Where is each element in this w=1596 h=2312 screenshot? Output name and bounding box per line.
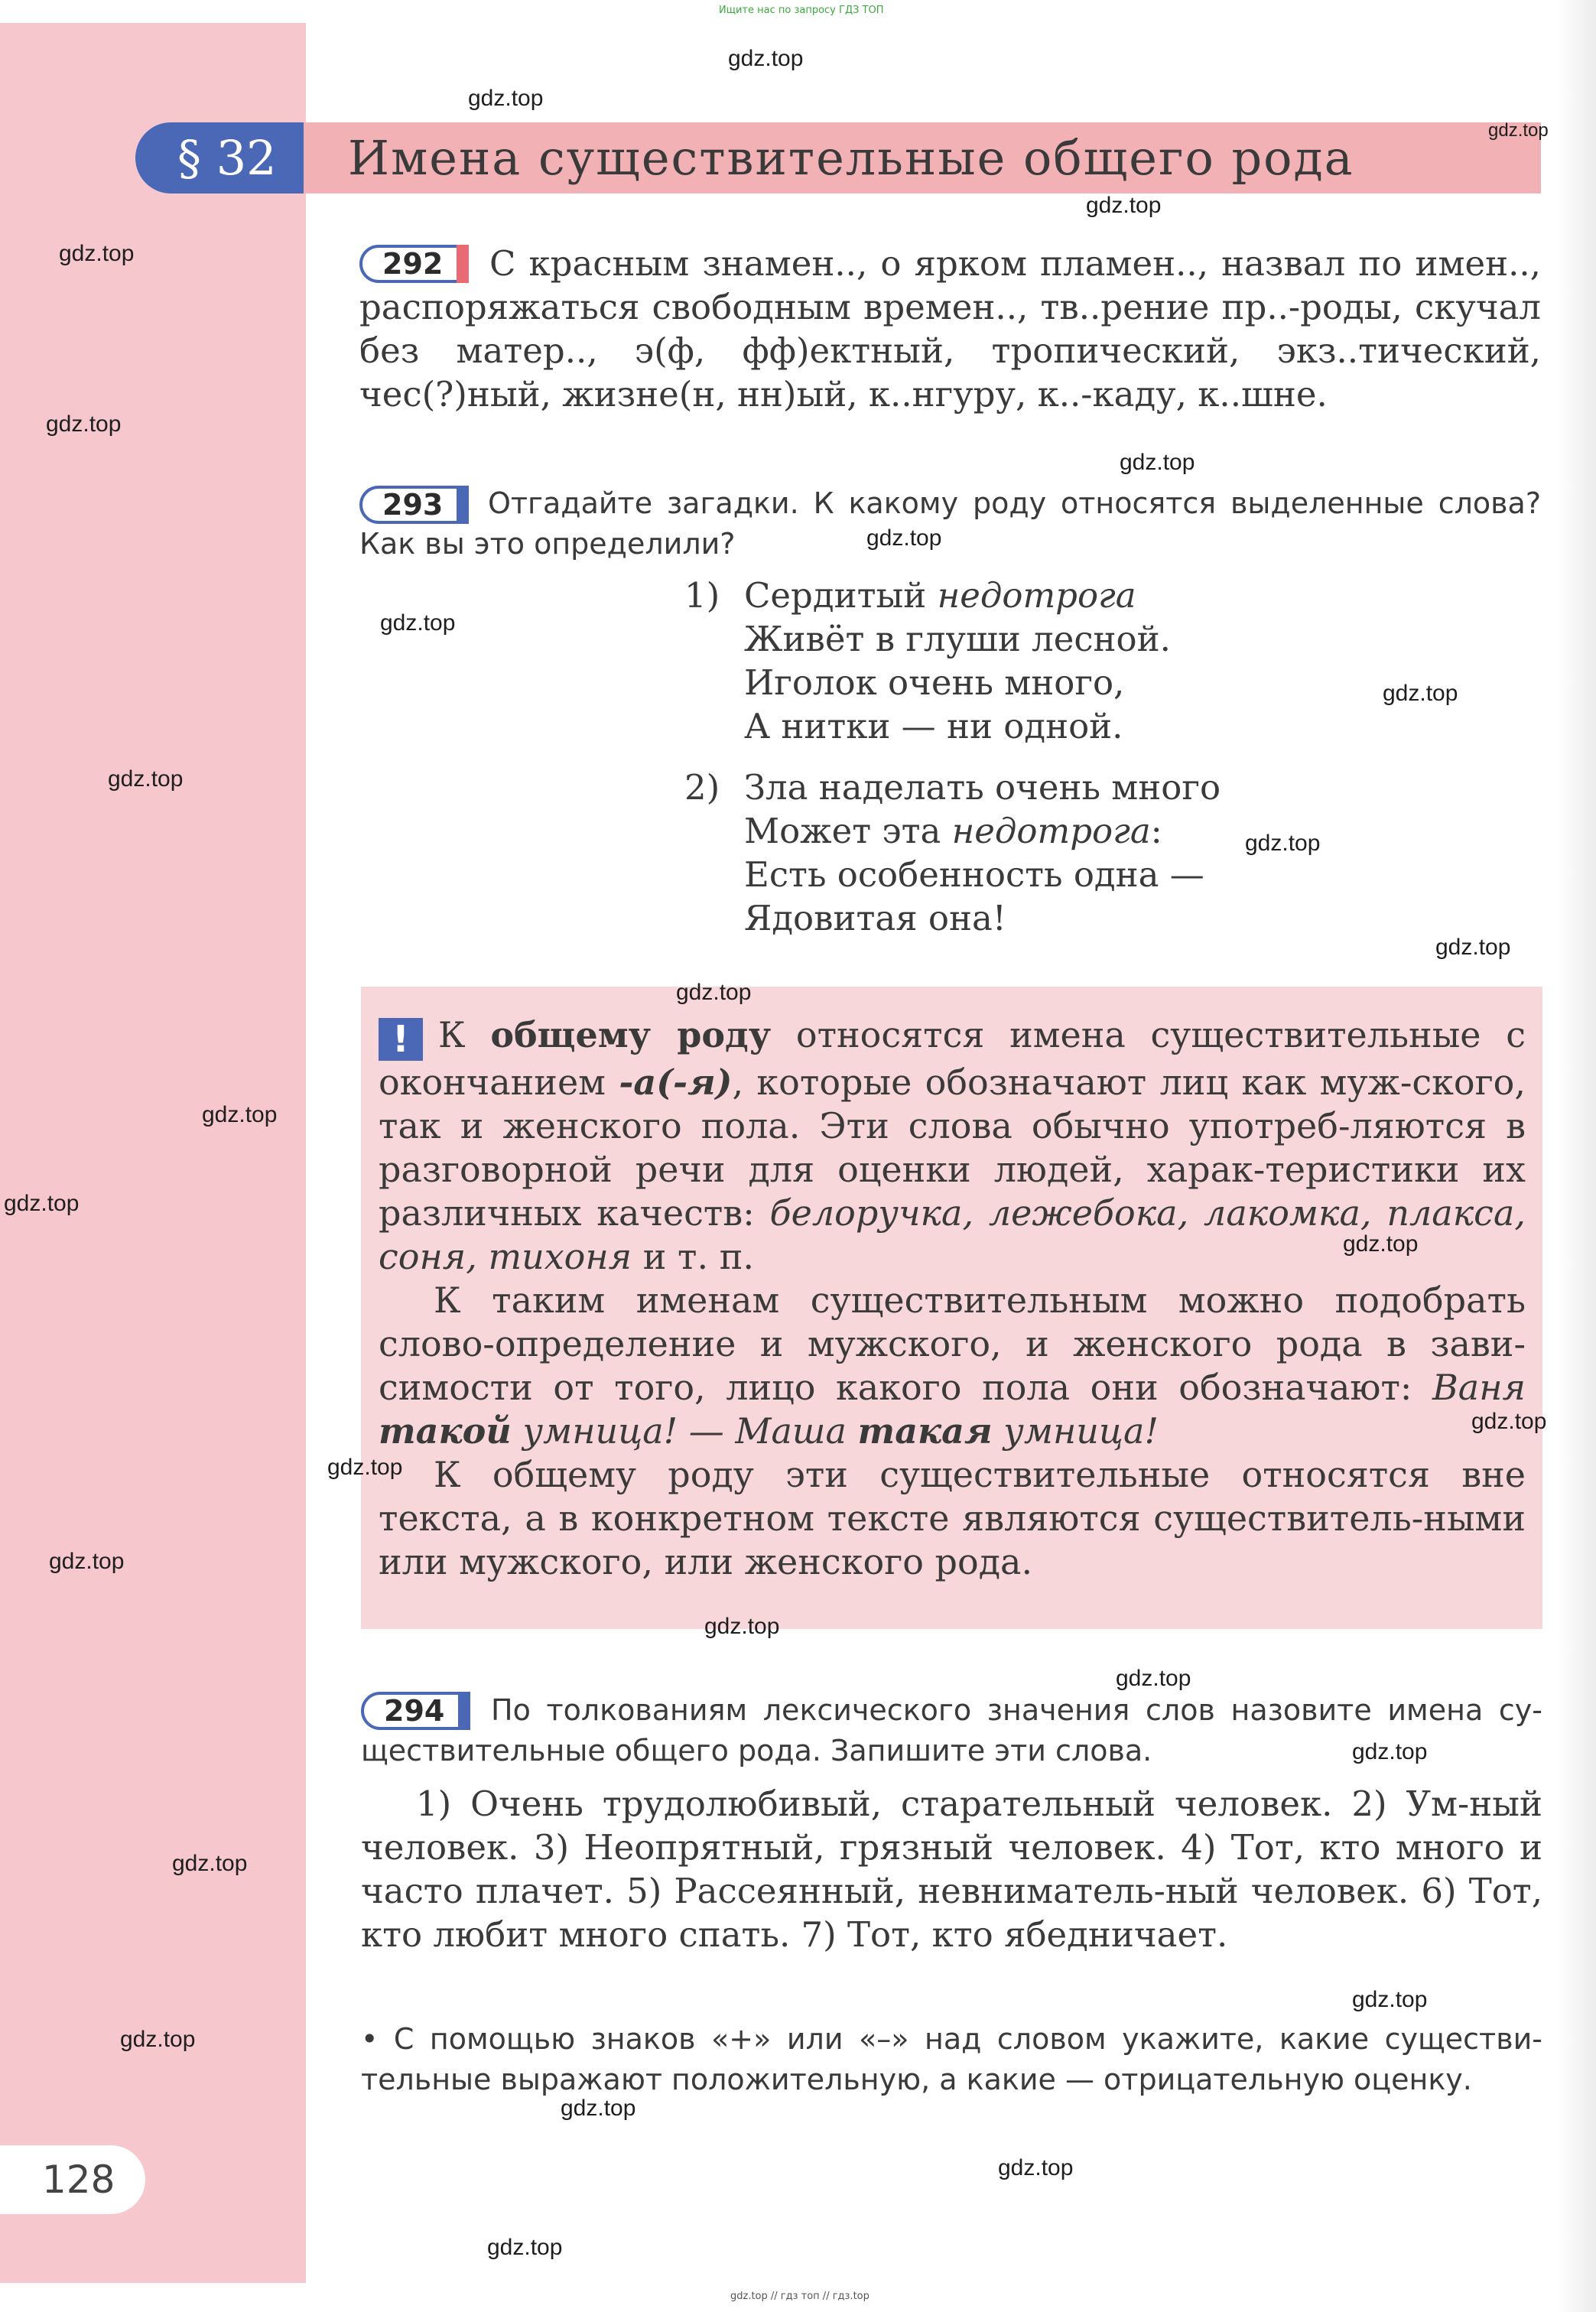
watermark: gdz.top [120,2027,196,2052]
rule-p2-f: умница! [992,1410,1159,1452]
riddle-2-line-2-colon: : [1150,811,1162,851]
watermark: gdz.top [866,525,942,551]
riddle-2 [684,766,1221,940]
left-margin-strip [0,23,306,2283]
watermark: gdz.top [704,1614,780,1639]
watermark: gdz.top [380,610,456,636]
riddle-1 [684,574,1171,748]
watermark: gdz.top [1086,193,1162,218]
watermark: gdz.top [327,1455,403,1480]
rule-ending: -а(-я) [619,1062,733,1103]
page-edge-shadow [1558,0,1596,2312]
watermark: gdz.top [172,1851,248,1876]
exercise-294-number: 294 [361,1692,470,1730]
rule-examples: белоручка, лежебока, лакомка, плакса, соня, тихоня [379,1192,1526,1277]
rule-p2-b: Ваня [1432,1367,1526,1408]
rule-p2-a: К таким именам существительным можно подобрать слово-определение и мужского, и женского рода в зави-симости от того, лицо какого пола они обозначают: [379,1280,1526,1408]
riddle-1-line-3: Иголок очень много, [744,662,1125,703]
rule-p1-c: относятся имена существительные с окончанием [379,1014,1526,1103]
watermark: gdz.top [487,2235,563,2260]
watermark: gdz.top [998,2155,1074,2180]
riddle-1-line-4: А нитки — ни одной. [744,706,1123,746]
riddle-1-line-2: Живёт в глуши лесной. [744,619,1171,659]
riddle-2-line-2-text: Может эта [744,811,952,851]
watermark: gdz.top [1435,935,1511,960]
rule-p2-d: умница! — Маша [511,1410,858,1452]
riddle-1-highlight-word: недотрога [937,575,1136,616]
rule-paragraph-3: К общему роду эти существительные относятся вне текста, а в конкретном тексте являются существитель-ными или мужского, или женского рода. [379,1454,1526,1582]
exercise-293-number: 293 [359,486,469,524]
section-number: § 32 [135,122,304,193]
watermark: gdz.top [49,1549,125,1574]
rule-p2-masculine: такой [379,1410,512,1452]
watermark: gdz.top [561,2096,636,2121]
rule-paragraph-2 [379,1279,1526,1453]
riddle-2-line-1 [684,766,1221,809]
rule-p1-g: и т. п. [632,1236,754,1277]
riddle-2-line-2 [684,809,1221,853]
page-title: Имена существительные общего рода [348,130,1354,186]
riddle-1-line-1 [684,574,1171,617]
exercise-294-task: По толкованиям лексического значения слов назовите имена су-ществительные общего рода. Запишите эти слова. [361,1693,1542,1767]
riddle-2-line-3: Есть особенность одна — [744,854,1204,895]
watermark: gdz.top [1343,1231,1419,1257]
watermark: gdz.top [1352,1739,1428,1764]
riddle-2-line-4: Ядовитая она! [744,898,1006,938]
rule-p1-a: К [438,1014,491,1055]
exercise-292-number: 292 [359,245,469,283]
rule-text [379,1013,1526,1584]
watermark: gdz.top [1245,831,1321,856]
watermark: gdz.top [728,46,804,71]
rule-p1-e: , которые обозначают лиц как муж-ского, так и женского пола. Эти слова обычно употреб-ляются в разговорной речи для оценки людей, харак-теристики их различных качеств: [379,1062,1526,1234]
watermark: gdz.top [1383,681,1458,706]
exclamation-icon: ! [379,1018,423,1061]
riddle-2-highlight-word: недотрога [951,811,1151,851]
watermark: gdz.top [108,766,184,792]
watermark: gdz.top [676,980,752,1005]
riddle-2-line-1-text: Зла наделать очень много [744,767,1221,808]
watermark: gdz.top [1471,1409,1547,1434]
exercise-293-task: Отгадайте загадки. К какому роду относятся выделенные слова? Как вы это определили? [359,486,1541,561]
rule-term-common-gender: общему роду [490,1014,772,1055]
page-number: 128 [0,2145,145,2214]
watermark: gdz.top [1120,450,1195,475]
riddle-1-line-1-text: Сердитый [744,575,938,616]
watermark: gdz.top [468,86,544,111]
riddle-2-number: 2) [684,767,720,808]
rule-p2-feminine: такая [857,1410,993,1452]
watermark: gdz.top [1488,120,1549,141]
riddle-1-number: 1) [684,575,720,616]
exercise-292-text: С красным знамен.., о ярком пламен.., назвал по имен.., распоряжаться свободным времен.., тв..рение пр..-роды, скучал без матер.., э(ф, фф)ектный, тропический, экз..тический, чес(?)ный, жизне(н, нн)ый, к..нгуру, к..-каду, к..шне. [359,243,1541,415]
exercise-294-note: • С помощью знаков «+» или «–» над словом укажите, какие существи-тельные выражают положительную, а какие — отрицательную оценку. [361,2022,1542,2096]
watermark: gdz.top [46,411,122,437]
bottom-note: gdz.top // гдз топ // гдз.top [730,2291,870,2302]
watermark: gdz.top [1352,1987,1428,2012]
watermark: gdz.top [1116,1666,1191,1691]
watermark: gdz.top [59,241,135,266]
exercise-294-items: 1) Очень трудолюбивый, старательный человек. 2) Ум-ный человек. 3) Неопрятный, грязный человек. 4) Тот, кто много и часто плачет. 5) Рассеянный, невниматель-ный человек. 6) Тот, кто любит много спать. 7) Тот, кто ябедничает. [361,1784,1542,1955]
watermark: gdz.top [202,1102,278,1127]
top-note: Ищите нас по запросу ГДЗ ТОП [719,5,884,16]
watermark: gdz.top [4,1191,80,1216]
